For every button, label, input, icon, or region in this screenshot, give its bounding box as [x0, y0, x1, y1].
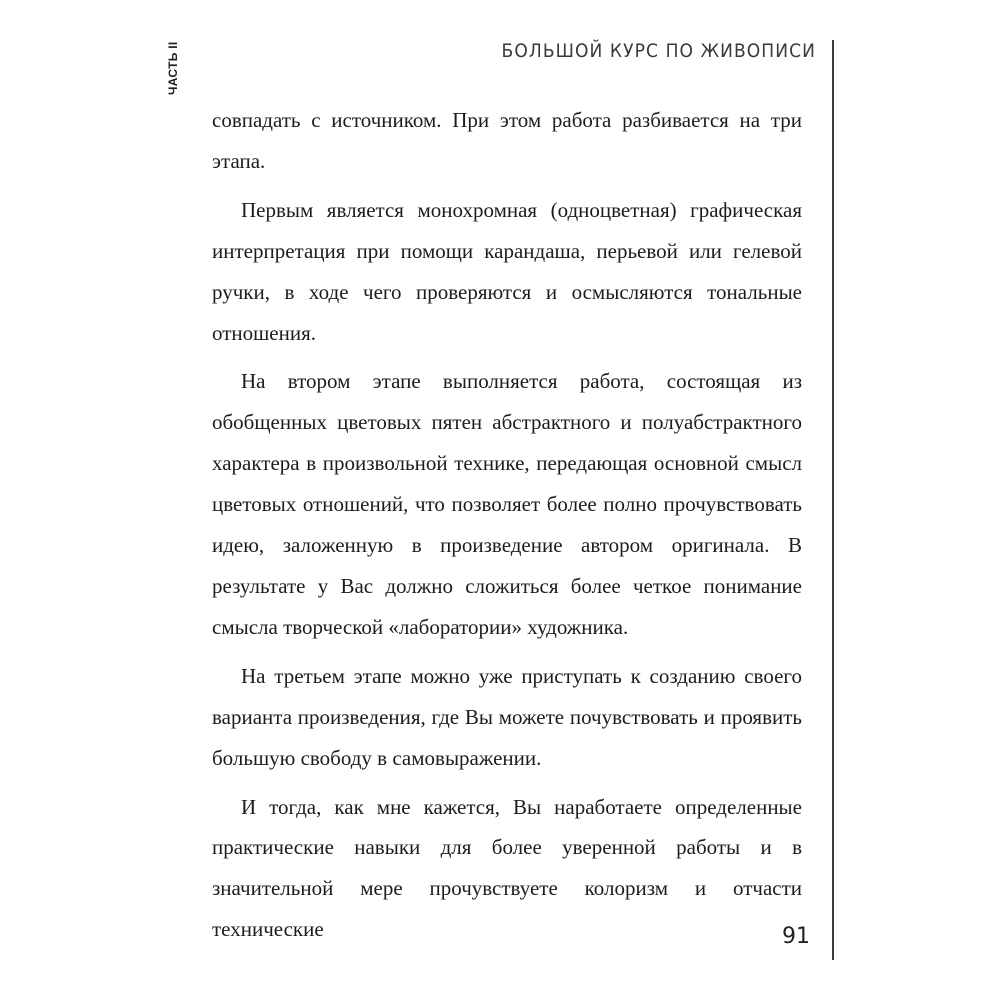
page-number: 91	[782, 924, 810, 949]
paragraph-4: На третьем этапе можно уже приступать к созданию своего варианта произведения, где Вы можете почувствовать и проявить большую свободу в самовыражении.	[212, 663, 802, 770]
paragraph-1: совпадать с источником. При этом работа разбивается на три этапа.	[212, 108, 802, 173]
part-label: ЧАСТЬ II	[166, 41, 180, 95]
paragraph-3: На втором этапе выполняется работа, состоящая из обобщенных цветовых пятен абстрактного и полуабстрактного характера в произвольной технике, передающая основной смысл цветовых отношений, что позволяет более полно прочувствовать идею, заложенную в произведение автором оригинала. В результате у Вас должно сложиться более четкое понимание смысла творческой «лаборатории» художника.	[212, 369, 802, 639]
body-text	[212, 100, 802, 950]
margin-rule	[832, 40, 834, 960]
running-title: БОЛЬШОЙ КУРС ПО ЖИВОПИСИ	[501, 40, 816, 62]
paragraph-2: Первым является монохромная (одноцветная) графическая интерпретация при помощи карандаша, перьевой или гелевой ручки, в ходе чего проверяются и осмысляются тональные отношения.	[212, 197, 802, 345]
paragraph-5: И тогда, как мне кажется, Вы наработаете определенные практические навыки для более уверенной работы и в значительной мере прочувствуете колоризм и отчасти технические	[212, 794, 802, 942]
